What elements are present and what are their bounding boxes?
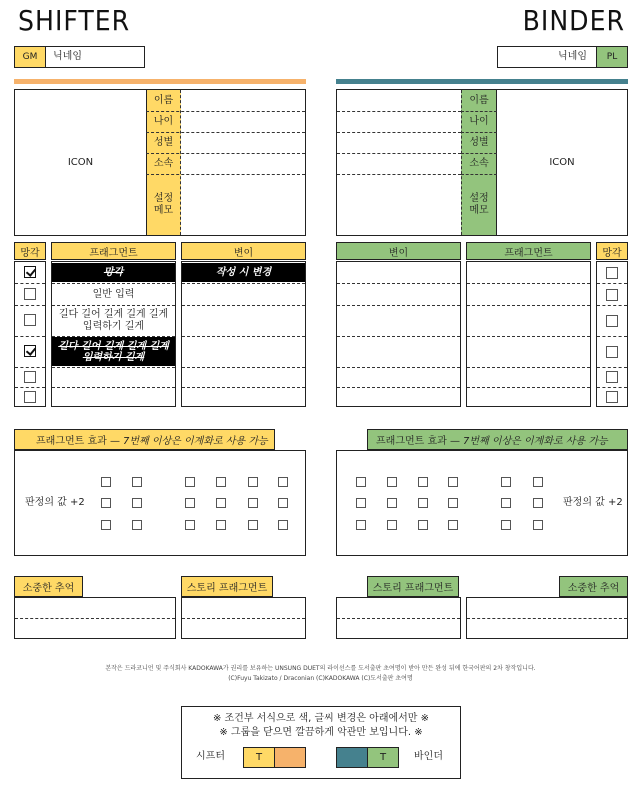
- shifter-fragment-3[interactable]: 길다 길어 길게 길게 길게 입력하기 길게: [58, 309, 169, 332]
- shifter-accent-bar: [14, 79, 306, 84]
- shifter-forget-checkbox-5[interactable]: [24, 371, 36, 383]
- binder-story-box[interactable]: [336, 597, 461, 639]
- shifter-forget-checkbox-2[interactable]: [24, 288, 36, 300]
- binder-effect-checkbox-3[interactable]: [356, 520, 366, 530]
- shifter-effect-checkbox-11[interactable]: [216, 498, 226, 508]
- shifter-forget-checkbox-4[interactable]: [24, 345, 36, 357]
- legend-box: [181, 706, 461, 779]
- binder-effect-checkbox-12[interactable]: [448, 520, 458, 530]
- binder-effect-title: 프래그먼트 효과 —: [376, 436, 460, 447]
- binder-effect-checkbox-7[interactable]: [418, 477, 428, 487]
- shifter-story-header: 스토리 프래그먼트: [181, 576, 273, 597]
- binder-age-label: 나이: [469, 115, 489, 127]
- binder-effect-area: [336, 450, 628, 556]
- binder-forget-column: [596, 261, 628, 407]
- shifter-effect-checkbox-17[interactable]: [278, 498, 288, 508]
- shifter-memory-header: 소중한 추억: [14, 576, 83, 597]
- binder-effect-checkbox-11[interactable]: [448, 498, 458, 508]
- shifter-story-box[interactable]: [181, 597, 306, 639]
- binder-forget-checkbox-1[interactable]: [606, 267, 618, 279]
- shifter-memo-label: 설정 메모: [153, 192, 174, 216]
- shifter-effect-area: [14, 450, 306, 556]
- binder-fragment-header: 프래그먼트: [466, 242, 591, 260]
- binder-effect-checkbox-15[interactable]: [501, 520, 511, 530]
- binder-icon-slot[interactable]: ICON: [549, 156, 575, 168]
- legend-shifter-accent-swatch[interactable]: [274, 747, 306, 768]
- shifter-forget-checkbox-3[interactable]: [24, 314, 36, 326]
- binder-forget-checkbox-5[interactable]: [606, 371, 618, 383]
- shifter-effect-checkbox-5[interactable]: [132, 498, 142, 508]
- shifter-title: SHIFTER: [18, 4, 131, 37]
- binder-change-header: 변이: [336, 242, 461, 260]
- pl-badge: PL: [596, 47, 627, 67]
- shifter-forget-header: 망각: [14, 242, 46, 260]
- binder-accent-bar: [336, 79, 628, 84]
- pl-nickname-box[interactable]: [497, 46, 628, 68]
- legend-shifter-t-swatch[interactable]: T: [243, 747, 275, 768]
- shifter-change-1[interactable]: 작성 시 변경: [182, 263, 305, 282]
- gm-nickname-field[interactable]: 닉네임: [53, 51, 82, 62]
- binder-effect-checkbox-16[interactable]: [533, 477, 543, 487]
- binder-name-label: 이름: [469, 94, 489, 106]
- binder-forget-header: 망각: [596, 242, 628, 260]
- shifter-icon-slot[interactable]: ICON: [67, 156, 94, 168]
- shifter-fragment-1[interactable]: 망각: [52, 263, 175, 282]
- shifter-fragment-2[interactable]: 일반 입력: [92, 288, 135, 300]
- binder-effect-checkbox-14[interactable]: [501, 498, 511, 508]
- binder-judge-label: 판정의 값 +2: [563, 497, 623, 508]
- credits-line-2: (C)Fuyu Takizato / Draconian (C)KADOKAWA (C)도서출판 초여명: [228, 675, 413, 682]
- binder-effect-header: [367, 429, 628, 450]
- shifter-memo-input[interactable]: [182, 174, 305, 235]
- legend-line-1: ※ 조건부 서식으로 색, 글씨 변경은 아래에서만 ※: [212, 713, 430, 724]
- gm-badge: GM: [15, 47, 46, 67]
- binder-effect-checkbox-5[interactable]: [387, 498, 397, 508]
- shifter-forget-checkbox-6[interactable]: [24, 391, 36, 403]
- shifter-effect-checkbox-7[interactable]: [185, 477, 195, 487]
- binder-effect-checkbox-4[interactable]: [387, 477, 397, 487]
- shifter-change-header: 변이: [181, 242, 306, 260]
- binder-effect-checkbox-8[interactable]: [418, 498, 428, 508]
- shifter-affiliation-label: 소속: [153, 157, 174, 169]
- binder-affiliation-label: 소속: [469, 157, 489, 169]
- binder-effect-checkbox-13[interactable]: [501, 477, 511, 487]
- shifter-effect-checkbox-12[interactable]: [216, 520, 226, 530]
- legend-shifter-label: 시프터: [196, 751, 225, 762]
- shifter-effect-checkbox-3[interactable]: [101, 520, 111, 530]
- binder-story-header: 스토리 프래그먼트: [367, 576, 459, 597]
- shifter-fragment-4[interactable]: 길다 길어 길게 길게 길게 입력하기 길게: [52, 337, 175, 366]
- shifter-memory-box[interactable]: [14, 597, 176, 639]
- binder-profile: [336, 89, 628, 236]
- shifter-effect-checkbox-13[interactable]: [248, 477, 258, 487]
- pl-nickname-field[interactable]: 닉네임: [558, 51, 587, 62]
- shifter-forget-column: [14, 261, 46, 407]
- shifter-effect-checkbox-9[interactable]: [185, 520, 195, 530]
- shifter-judge-label: 판정의 값 +2: [25, 497, 85, 508]
- shifter-effect-checkbox-10[interactable]: [216, 477, 226, 487]
- shifter-effect-checkbox-6[interactable]: [132, 520, 142, 530]
- shifter-age-label: 나이: [153, 115, 174, 127]
- credits-line-1: 본작은 드라코니언 및 주식회사 KADOKAWA가 권리를 보유하는 UNSUNG DUET의 라이선스를 도서출판 초여명이 받아 만든 완성 뒤에 한국어판의 2차 창작입니다.: [105, 665, 536, 672]
- shifter-gender-label: 성별: [153, 136, 174, 148]
- binder-forget-checkbox-6[interactable]: [606, 391, 618, 403]
- legend-binder-accent-swatch[interactable]: [336, 747, 368, 768]
- binder-effect-checkbox-6[interactable]: [387, 520, 397, 530]
- shifter-fragment-column: [51, 261, 176, 407]
- shifter-forget-checkbox-1[interactable]: [24, 266, 36, 278]
- shifter-profile: [14, 89, 306, 236]
- shifter-effect-header: [14, 429, 275, 450]
- shifter-effect-checkbox-4[interactable]: [132, 477, 142, 487]
- binder-memory-header: 소중한 추억: [559, 576, 628, 597]
- binder-effect-note: 7번째 이상은 이계화로 사용 가능: [462, 436, 608, 447]
- binder-effect-checkbox-1[interactable]: [356, 477, 366, 487]
- shifter-name-label: 이름: [153, 94, 174, 106]
- binder-effect-checkbox-10[interactable]: [448, 477, 458, 487]
- shifter-effect-checkbox-2[interactable]: [101, 498, 111, 508]
- binder-effect-checkbox-17[interactable]: [533, 498, 543, 508]
- binder-forget-checkbox-3[interactable]: [606, 315, 618, 327]
- binder-title: BINDER: [522, 4, 625, 37]
- legend-line-2: ※ 그룹을 닫으면 깔끔하게 악관만 보입니다. ※: [219, 727, 423, 738]
- binder-change-column[interactable]: [336, 261, 461, 407]
- binder-effect-checkbox-2[interactable]: [356, 498, 366, 508]
- legend-binder-t-swatch[interactable]: T: [367, 747, 399, 768]
- binder-memory-box[interactable]: [466, 597, 628, 639]
- shifter-effect-checkbox-18[interactable]: [278, 520, 288, 530]
- shifter-effect-checkbox-8[interactable]: [185, 498, 195, 508]
- binder-memo-label: 설정 메모: [469, 192, 489, 216]
- binder-effect-checkbox-18[interactable]: [533, 520, 543, 530]
- legend-binder-label: 바인더: [414, 751, 443, 762]
- binder-fragment-column[interactable]: [466, 261, 591, 407]
- shifter-effect-title: 프래그먼트 효과 —: [36, 436, 120, 447]
- shifter-effect-note: 7번째 이상은 이계화로 사용 가능: [122, 436, 268, 447]
- gm-nickname-box[interactable]: [14, 46, 145, 68]
- binder-effect-checkbox-9[interactable]: [418, 520, 428, 530]
- binder-forget-checkbox-2[interactable]: [606, 289, 618, 301]
- shifter-effect-checkbox-1[interactable]: [101, 477, 111, 487]
- shifter-fragment-header: 프래그먼트: [51, 242, 176, 260]
- shifter-name-input[interactable]: [182, 90, 305, 111]
- shifter-effect-checkbox-14[interactable]: [248, 498, 258, 508]
- shifter-effect-checkbox-16[interactable]: [278, 477, 288, 487]
- shifter-effect-checkbox-15[interactable]: [248, 520, 258, 530]
- shifter-change-column: [181, 261, 306, 407]
- binder-gender-label: 성별: [469, 136, 489, 148]
- binder-forget-checkbox-4[interactable]: [606, 346, 618, 358]
